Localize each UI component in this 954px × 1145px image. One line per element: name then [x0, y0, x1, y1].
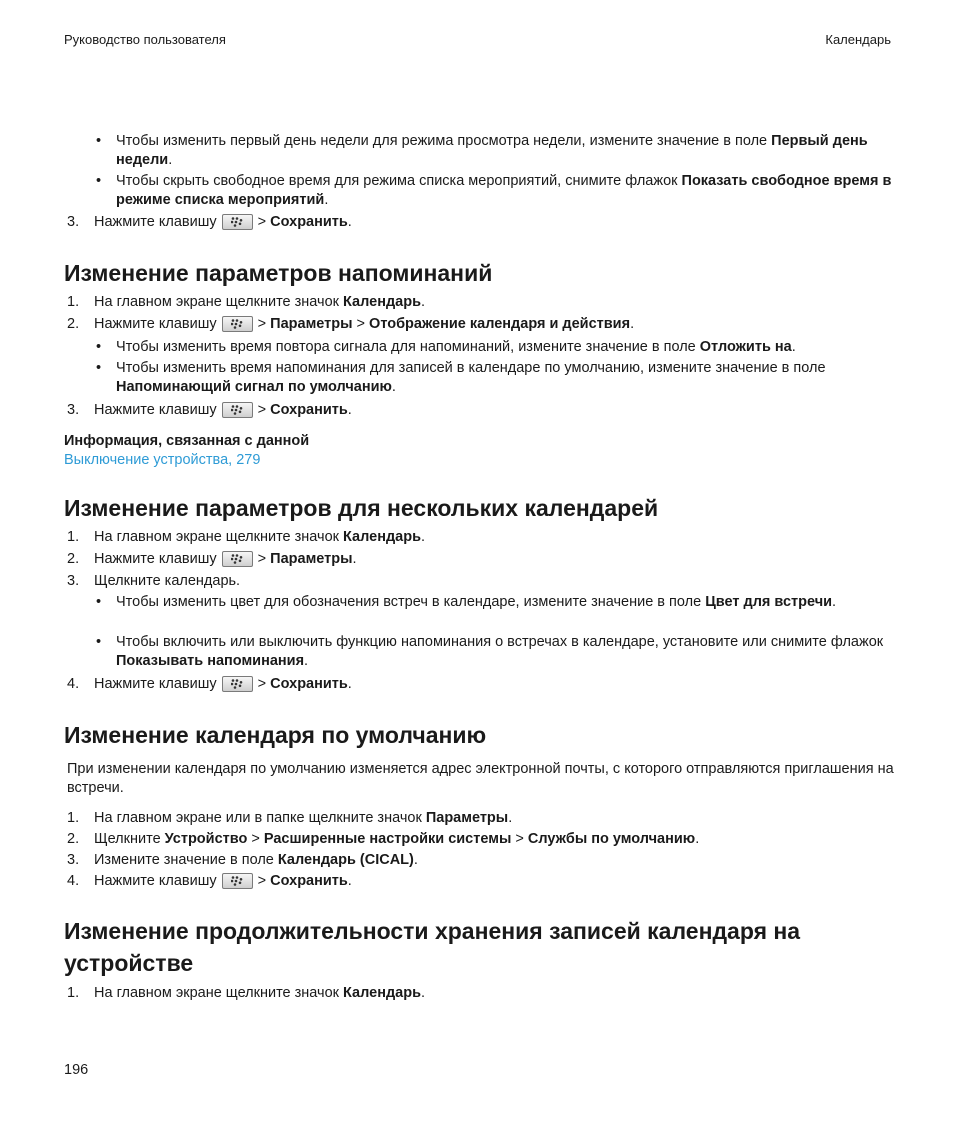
intro-paragraph: При изменении календаря по умолчанию изменяется адрес электронной почты, с которого отправляются приглашения на встречи. [67, 761, 894, 796]
page-number: 196 [64, 1062, 89, 1078]
ui-label-ref: Первый день недели [116, 133, 868, 168]
related-info-heading: Информация, связанная с данной [64, 433, 310, 449]
blackberry-menu-key-icon [222, 873, 253, 889]
blackberry-menu-key-icon [222, 551, 253, 567]
blackberry-menu-key-icon [222, 316, 253, 332]
section-heading: Изменение календаря по умолчанию [64, 722, 487, 748]
section-heading: Изменение продолжительности хранения записей календаря на устройстве [64, 918, 801, 976]
related-info-link[interactable]: Выключение устройства, 279 [64, 452, 261, 468]
header-section-title: Календарь [825, 32, 891, 47]
section-heading: Изменение параметров напоминаний [64, 260, 493, 286]
ui-label-ref: Показать свободное время в режиме списка мероприятий [116, 173, 892, 208]
blackberry-menu-key-icon [222, 402, 253, 418]
blackberry-menu-key-icon [222, 676, 253, 692]
header-doc-title: Руководство пользователя [64, 32, 226, 47]
section-heading: Изменение параметров для нескольких календарей [64, 495, 659, 521]
blackberry-menu-key-icon [222, 214, 253, 230]
